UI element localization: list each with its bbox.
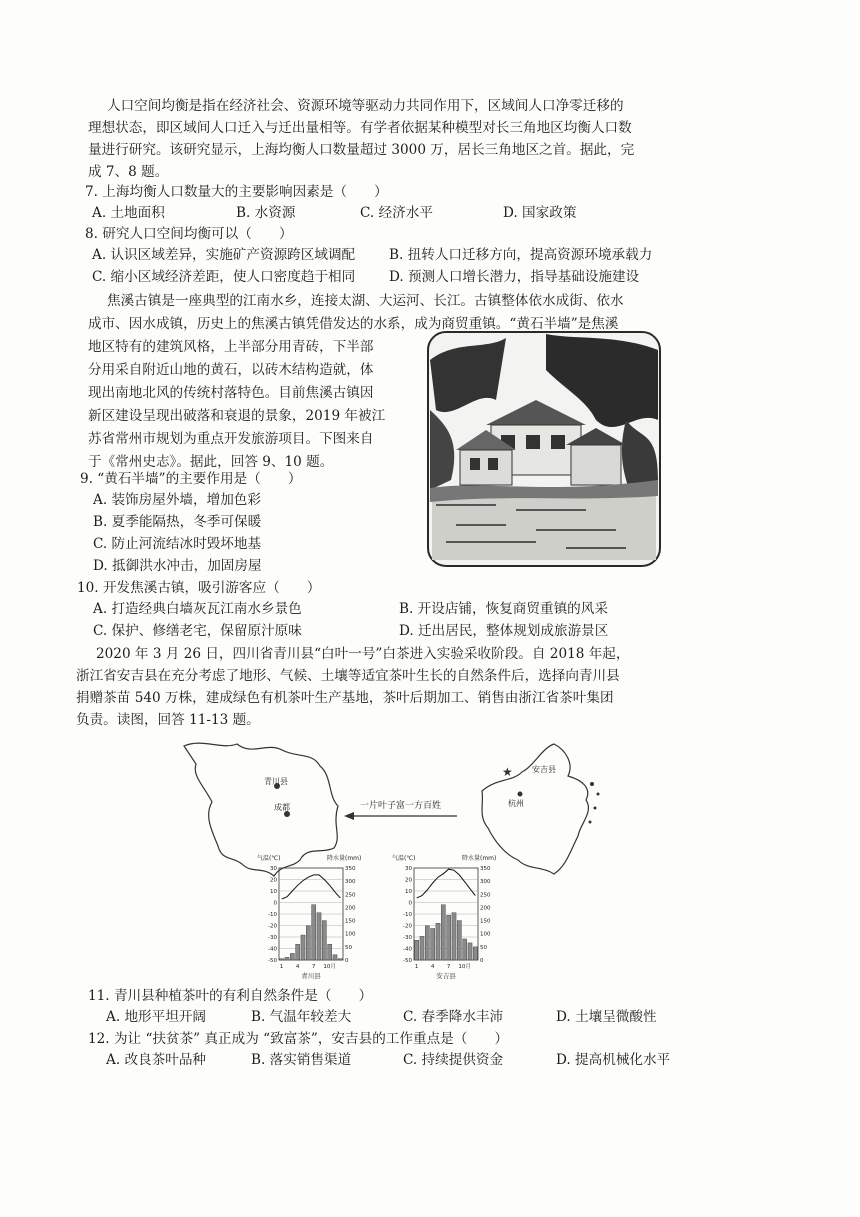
q11-option-b[interactable]: B. 气温年较差大 [251, 1009, 352, 1025]
q12-option-c[interactable]: C. 持续提供资金 [403, 1052, 504, 1068]
temp-tick-label: -20 [403, 923, 412, 930]
precip-bar [312, 905, 316, 960]
precip-bar [415, 940, 419, 960]
temp-tick-label: -30 [268, 935, 277, 941]
intro-9-10-line: 于《常州史志》。据此，回答 9、10 题。 [88, 454, 334, 470]
intro-7-8-line: 量进行研究。该研究显示，上海均衡人口数量超过 3000 万，居长三角地区之首。据此，完 [88, 142, 635, 158]
q7-option-c[interactable]: C. 经济水平 [360, 205, 433, 221]
precip-tick-label: 200 [480, 905, 491, 912]
month-tick-label: 7 [311, 964, 316, 970]
q7-option-a[interactable]: A. 土地面积 [92, 205, 165, 221]
precip-bar [431, 928, 435, 960]
temp-axis-label: 气温(℃) [257, 855, 281, 862]
q9-option-c[interactable]: C. 防止河流结冰时毁坏地基 [93, 536, 262, 552]
intro-11-13-line: 2020 年 3 月 26 日，四川省青川县“白叶一号”白茶进入实验采收阶段。自 2018 年起， [96, 646, 630, 662]
precip-tick-label: 100 [480, 931, 491, 938]
precip-tick-label: 300 [345, 879, 356, 886]
precip-bar [333, 955, 337, 960]
precip-tick-label: 0 [345, 958, 349, 964]
precip-tick-label: 350 [480, 866, 491, 872]
chart-place-name: 青川县 [301, 972, 321, 980]
q9-option-b[interactable]: B. 夏季能隔热，冬季可保暖 [93, 514, 262, 530]
precip-tick-label: 50 [345, 944, 352, 951]
intro-7-8-line: 理想状态，即区域间人口迁入与迁出量相等。有学者依据某种模型对长三角地区均衡人口数 [88, 120, 632, 136]
intro-9-10-line: 苏省常州市规划为重点开发旅游项目。下图来自 [88, 431, 374, 447]
intro-7-8-line: 人口空间均衡是指在经济社会、资源环境等驱动力共同作用下，区域间人口净零迁移的 [107, 98, 624, 114]
precip-axis-label: 降水量(mm) [327, 855, 362, 862]
precip-bar [463, 939, 467, 960]
precip-bar [285, 957, 289, 960]
temp-tick-label: -40 [268, 946, 277, 953]
map-label-chengdu: 成都 [274, 803, 290, 812]
q11-option-a[interactable]: A. 地形平坦开阔 [106, 1009, 207, 1025]
temperature-line [417, 869, 476, 898]
jiaoxi-town-sketch [426, 330, 662, 568]
precip-bar [290, 953, 294, 960]
precip-tick-label: 150 [480, 918, 491, 925]
temp-tick-label: 0 [408, 900, 412, 907]
precip-tick-label: 250 [480, 892, 491, 899]
map-label-hangzhou: 杭州 [508, 799, 524, 808]
q8-option-b[interactable]: B. 扭转人口迁移方向，提高资源环境承载力 [389, 247, 653, 263]
precip-bar [468, 943, 472, 960]
month-tick-label: 10月 [323, 964, 336, 970]
precip-bar [436, 923, 440, 960]
climate-chart-qingchuan [257, 852, 367, 982]
map-label-qingchuan: 青川县 [264, 777, 288, 786]
precip-bar [301, 935, 305, 960]
q11-option-c[interactable]: C. 春季降水丰沛 [403, 1009, 504, 1025]
precip-tick-label: 300 [480, 879, 491, 886]
temp-tick-label: -50 [403, 958, 412, 964]
hangzhou-marker [518, 792, 523, 797]
temp-tick-label: -20 [268, 923, 277, 930]
q10-option-c[interactable]: C. 保护、修缮老宅，保留原汁原味 [93, 623, 302, 639]
precip-bar [296, 944, 300, 960]
q10-option-a[interactable]: A. 打造经典白墙灰瓦江南水乡景色 [93, 601, 302, 617]
month-tick-label: 4 [295, 964, 300, 970]
temp-tick-label: 10 [405, 889, 412, 895]
precip-tick-label: 350 [345, 866, 356, 872]
precip-tick-label: 200 [345, 905, 356, 912]
q10-option-b[interactable]: B. 开设店铺，恢复商贸重镇的风采 [399, 601, 608, 617]
intro-11-13-line: 浙江省安吉县在充分考虑了地形、气候、土壤等适宜茶叶生长的自然条件后，选择向青川县 [76, 668, 620, 684]
month-tick-label: 1 [414, 964, 419, 970]
question-11-stem: 11. 青川县种植茶叶的有利自然条件是（ ） [88, 988, 373, 1004]
arrow-label: 一片叶子富一方百姓 [360, 801, 442, 811]
temp-tick-label: 30 [270, 866, 277, 872]
q8-option-a[interactable]: A. 认识区域差异，实施矿产资源跨区域调配 [92, 247, 356, 263]
precip-bar [473, 947, 477, 960]
q12-option-d[interactable]: D. 提高机械化水平 [556, 1052, 671, 1068]
precip-bar [457, 921, 461, 960]
intro-9-10-line: 焦溪古镇是一座典型的江南水乡，连接太湖、大运河、长江。古镇整体依水成街、依水 [107, 293, 624, 309]
precip-bar [306, 926, 310, 960]
precip-bar [452, 913, 456, 960]
month-tick-label: 4 [430, 964, 435, 970]
q9-option-a[interactable]: A. 装饰房屋外墙，增加色彩 [93, 492, 261, 508]
temp-tick-label: -50 [268, 958, 277, 964]
q8-option-d[interactable]: D. 预测人口增长潜力，指导基础设施建设 [389, 269, 640, 285]
temp-tick-label: 30 [405, 866, 412, 872]
q8-option-c[interactable]: C. 缩小区域经济差距，使人口密度趋于相同 [92, 269, 356, 285]
intro-9-10-line: 地区特有的建筑风格，上半部分用青砖，下半部 [88, 339, 374, 355]
temp-tick-label: -30 [403, 935, 412, 941]
q7-option-d[interactable]: D. 国家政策 [503, 205, 577, 221]
intro-9-10-line: 成市、因水成镇，历史上的焦溪古镇凭借发达的水系，成为商贸重镇。“黄石半墙”是焦溪 [88, 316, 619, 332]
precip-bar [317, 913, 321, 960]
q11-option-d[interactable]: D. 土壤呈微酸性 [556, 1009, 657, 1025]
temp-tick-label: -10 [268, 912, 277, 918]
temp-tick-label: 20 [405, 877, 412, 884]
month-tick-label: 1 [279, 964, 284, 970]
q12-option-a[interactable]: A. 改良茶叶品种 [106, 1052, 207, 1068]
precip-bar [447, 915, 451, 960]
precip-axis-label: 降水量(mm) [462, 855, 497, 862]
precip-bar [425, 926, 429, 960]
month-tick-label: 10月 [458, 964, 471, 970]
question-9-stem: 9. “黄石半墙”的主要作用是（ ） [80, 471, 302, 487]
map-label-anji: 安吉县 [532, 765, 556, 774]
precip-tick-label: 0 [480, 958, 484, 964]
temp-axis-label: 气温(℃) [392, 855, 416, 862]
temp-tick-label: 0 [273, 900, 277, 907]
precip-bar [280, 959, 284, 960]
precip-tick-label: 50 [480, 944, 487, 951]
svg-text:★: ★ [502, 765, 513, 779]
q10-option-d[interactable]: D. 迁出居民，整体规划成旅游景区 [399, 623, 609, 639]
intro-11-13-line: 捐赠茶苗 540 万株，建成绿色有机茶叶生产基地，茶叶后期加工、销售由浙江省茶叶集团 [76, 690, 614, 706]
chart-place-name: 安吉县 [436, 972, 456, 980]
precip-bar [420, 936, 424, 960]
month-tick-label: 7 [446, 964, 451, 970]
question-8-stem: 8. 研究人口空间均衡可以（ ） [85, 226, 293, 242]
precip-bar [338, 959, 342, 960]
precip-tick-label: 150 [345, 918, 356, 925]
temperature-line [282, 875, 341, 899]
intro-11-13-line: 负责。读图，回答 11-13 题。 [76, 712, 260, 728]
precip-bar [328, 944, 332, 960]
temp-tick-label: 20 [270, 877, 277, 884]
q7-option-b[interactable]: B. 水资源 [236, 205, 296, 221]
precip-bar [441, 905, 445, 960]
precip-tick-label: 100 [345, 931, 356, 938]
intro-9-10-line: 分用采自附近山地的黄石，以砖木结构造就，体 [88, 362, 374, 378]
temp-tick-label: 10 [270, 889, 277, 895]
intro-9-10-line: 现出南地北风的传统村落特色。目前焦溪古镇因 [88, 385, 374, 401]
precip-bar [322, 921, 326, 960]
q12-option-b[interactable]: B. 落实销售渠道 [251, 1052, 352, 1068]
intro-7-8-line: 成 7、8 题。 [88, 164, 169, 180]
temp-tick-label: -40 [403, 946, 412, 953]
precip-tick-label: 250 [345, 892, 356, 899]
intro-9-10-line: 新区建设呈现出破落和衰退的景象，2019 年被江 [88, 408, 386, 424]
question-12-stem: 12. 为让 “扶贫茶” 真正成为 “致富茶”，安吉县的工作重点是（ ） [88, 1031, 509, 1047]
question-7-stem: 7. 上海均衡人口数量大的主要影响因素是（ ） [85, 184, 388, 200]
temp-tick-label: -10 [403, 912, 412, 918]
question-10-stem: 10. 开发焦溪古镇，吸引游客应（ ） [77, 580, 321, 596]
q9-option-d[interactable]: D. 抵御洪水冲击，加固房屋 [93, 558, 262, 574]
climate-chart-anji [392, 852, 502, 982]
